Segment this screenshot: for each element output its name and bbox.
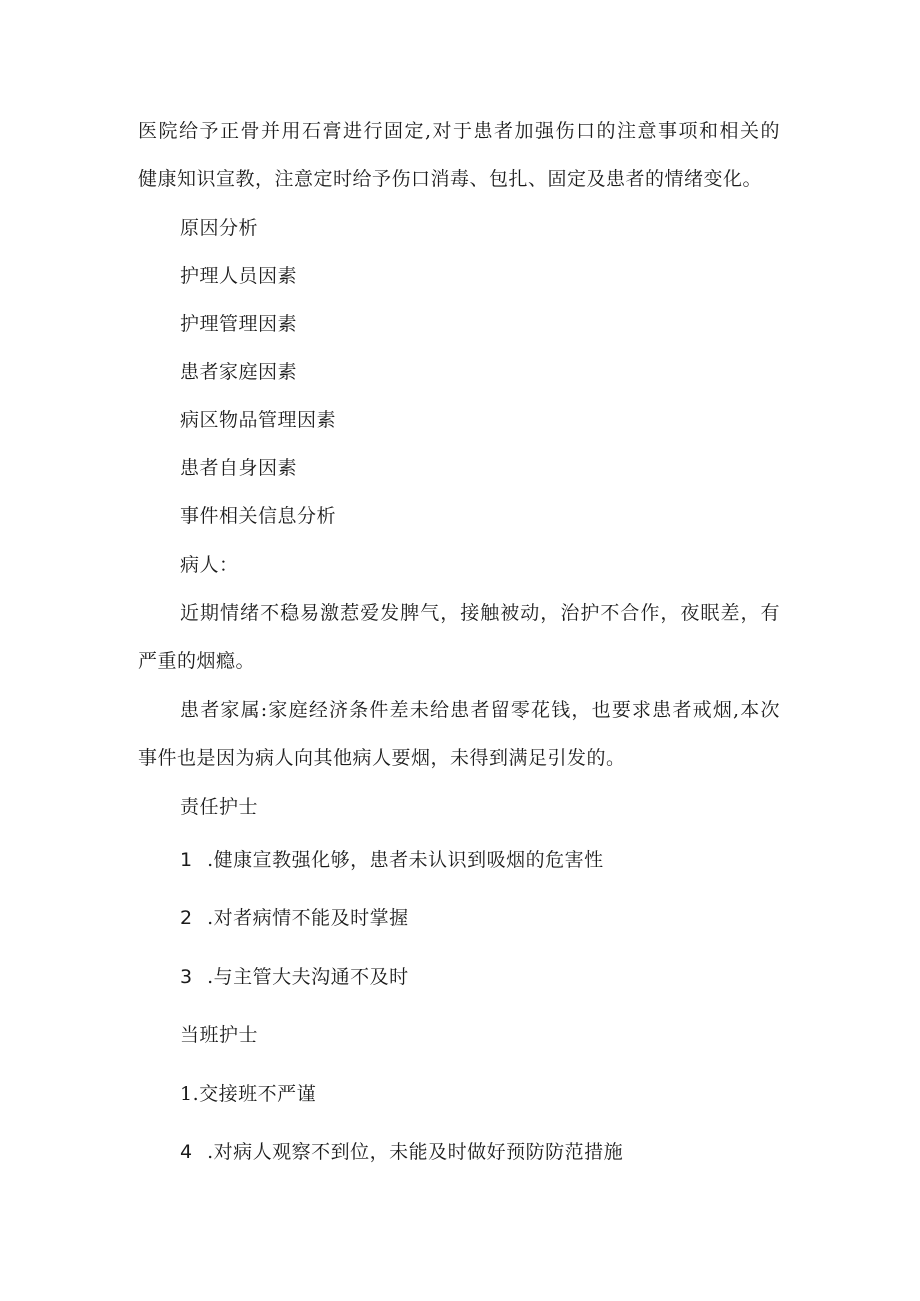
item-number: 1: [180, 849, 193, 871]
item-number: 3: [180, 966, 193, 988]
list-item: 事件相关信息分析: [180, 505, 337, 527]
paragraph-line: 近期情绪不稳易激惹爱发脾气，接触被动，治护不合作，夜眠差，有: [180, 602, 780, 624]
item-text: .健康宣教强化够，患者未认识到吸烟的危害性: [207, 849, 604, 871]
numbered-item: [180, 964, 409, 990]
section-heading: 病人：: [180, 554, 239, 576]
list-item: 患者自身因素: [180, 457, 298, 479]
paragraph-line: 严重的烟瘾。: [138, 650, 256, 672]
item-text: .对者病情不能及时掌握: [207, 907, 409, 929]
item-number: 2: [180, 907, 193, 929]
paragraph-line: 事件也是因为病人向其他病人要烟，未得到满足引发的。: [138, 747, 626, 769]
numbered-item: [180, 847, 604, 873]
list-item: 护理管理因素: [180, 313, 298, 335]
section-heading: 责任护士: [180, 796, 259, 818]
paragraph-line: 健康知识宣教，注意定时给予伤口消毒、包扎、固定及患者的情绪变化。: [138, 168, 763, 190]
numbered-item: 1.交接班不严谨: [180, 1083, 317, 1105]
section-heading: 当班护士: [180, 1024, 259, 1046]
list-item: 护理人员因素: [180, 265, 298, 287]
paragraph-line: 医院给予正骨并用石膏进行固定,对于患者加强伤口的注意事项和相关的: [138, 120, 780, 142]
numbered-item: [180, 1139, 623, 1165]
paragraph-line: 患者家属:家庭经济条件差未给患者留零花钱，也要求患者戒烟,本次: [180, 699, 780, 721]
item-text: .与主管大夫沟通不及时: [207, 966, 409, 988]
item-number: 4: [180, 1141, 193, 1163]
section-heading: 原因分析: [180, 217, 259, 239]
numbered-item: [180, 905, 409, 931]
item-text: .对病人观察不到位，未能及时做好预防防范措施: [207, 1141, 624, 1163]
list-item: 病区物品管理因素: [180, 409, 337, 431]
list-item: 患者家庭因素: [180, 361, 298, 383]
